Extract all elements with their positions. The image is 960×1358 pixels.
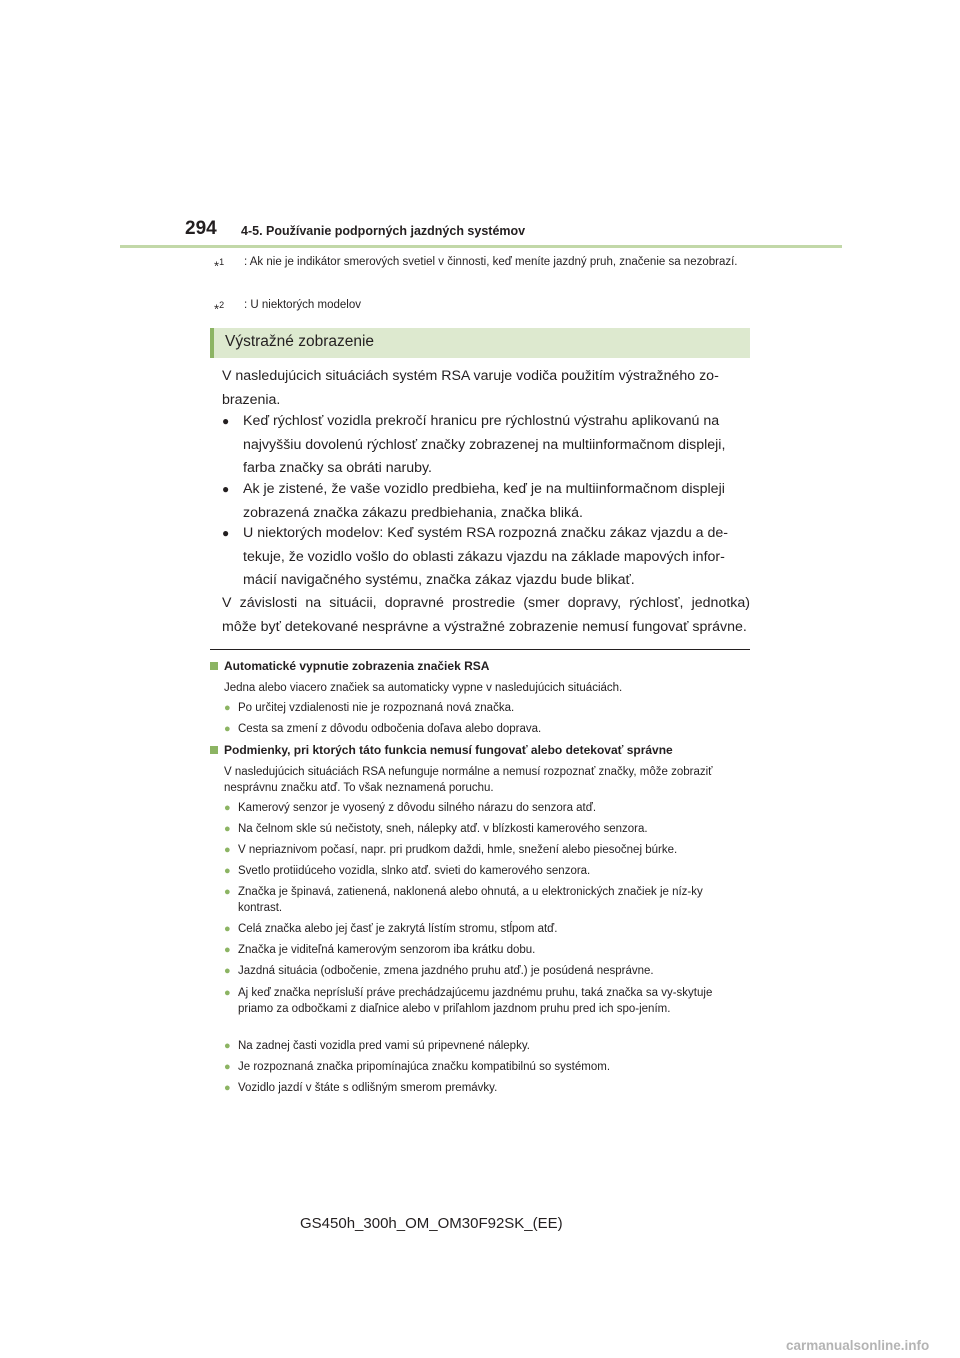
note-text: V nasledujúcich situáciách RSA nefunguje normálne a nemusí rozpoznať značky, môže zobraziť nesprávnu značku atď. To však neznamená poruchu.: [224, 766, 713, 794]
bullet-icon: ●: [224, 823, 231, 835]
bullet-text: Keď rýchlosť vozidla prekročí hranicu pre rýchlostnú výstrahu aplikovanú na najvyššiu dovolenú rýchlosť značky zobrazenej na multiinformačnom displeji, farba značky sa obráti naruby.: [243, 413, 726, 476]
document-code: GS450h_300h_OM_OM30F92SK_(EE): [300, 1215, 563, 1232]
note-text: Jedna alebo viacero značiek sa automaticky vypne v nasledujúcich situáciách.: [224, 682, 623, 694]
bullet-icon: ●: [224, 1061, 231, 1073]
bullet-icon: ●: [224, 723, 231, 735]
bullet-text: U niektorých modelov: Keď systém RSA rozpozná značku zákaz vjazdu a de-tekuje, že vozidlo vošlo do oblasti zákazu vjazdu na základe mapových infor-mácií navigačného systému, značka zákaz vjazdu bude blikať.: [243, 525, 729, 588]
note-item: ● Svetlo protiidúceho vozidla, slnko atď. svieti do kamerového senzora.: [224, 864, 750, 880]
bullet-icon: ●: [224, 987, 231, 999]
bullet-item: [222, 410, 752, 481]
note-item: ● Jazdná situácia (odbočenie, zmena jazdného pruhu atď.) je posúdená nesprávne.: [224, 964, 750, 980]
bullet-icon: ●: [224, 802, 231, 814]
bullet-icon: ●: [224, 965, 231, 977]
note-item: ● Cesta sa zmení z dôvodu odbočenia doľava alebo doprava.: [224, 722, 750, 738]
footnote-mark: *$^1$: [214, 257, 225, 274]
bullet-icon: ●: [224, 923, 231, 935]
note-item: ● Značka je špinavá, zatienená, naklonená alebo ohnutá, a u elektronických značiek je níz-ky kontrast.: [224, 886, 703, 914]
section-title: 4-5. Používanie podporných jazdných systémov: [241, 224, 526, 238]
bullet-icon: ●: [222, 526, 230, 540]
note-item: ● Kamerový senzor je vyosený z dôvodu silného nárazu do senzora atď.: [224, 801, 750, 817]
bullet-item: [222, 522, 752, 593]
bullet-icon: ●: [224, 702, 231, 714]
bullet-icon: ●: [224, 944, 231, 956]
closing-paragraph: V závislosti na situácii, dopravné prostredie (smer dopravy, rýchlosť, jednotka) môže byť detekované nesprávne a výstražné zobrazenie nemusí fungovať správne.: [222, 595, 750, 635]
note-heading: Automatické vypnutie zobrazenia značiek RSA: [210, 659, 489, 673]
header-rule: [120, 245, 842, 248]
bullet-item: [222, 478, 752, 525]
note-item: ● Značka je viditeľná kamerovým senzorom iba krátku dobu.: [224, 943, 750, 959]
bullet-icon: ●: [224, 844, 231, 856]
square-bullet-icon: [210, 746, 218, 754]
note-item: ● Celá značka alebo jej časť je zakrytá lístím stromu, stĺpom atď.: [224, 922, 750, 938]
bullet-icon: ●: [224, 886, 231, 898]
bullet-icon: ●: [222, 414, 230, 428]
banner-title: Výstražné zobrazenie: [225, 333, 375, 350]
footnote-mark: *$^2$: [214, 300, 225, 317]
note-heading: Podmienky, pri ktorých táto funkcia nemusí fungovať alebo detekovať správne: [210, 743, 673, 757]
note-item: ● Aj keď značka neprísluší práve prechádzajúcemu jazdnému pruhu, taká značka sa vy-skytuje priamo za odbočkami z diaľnice alebo v priľahlom jazdnom pruhu pred ich spo-jením.: [224, 987, 713, 1015]
note-item: ● Vozidlo jazdí v štáte s odlišným smerom premávky.: [224, 1081, 750, 1097]
footnote-2: [214, 296, 754, 317]
bullet-icon: ●: [224, 1082, 231, 1094]
intro-paragraph: V nasledujúcich situáciách systém RSA varuje vodiča použitím výstražného zo-brazenia.: [222, 368, 719, 408]
section-banner: [210, 328, 750, 358]
bullet-icon: ●: [222, 482, 230, 496]
square-bullet-icon: [210, 662, 218, 670]
bullet-icon: ●: [224, 1040, 231, 1052]
note-item: ● Po určitej vzdialenosti nie je rozpoznaná nová značka.: [224, 701, 750, 717]
note-item: ● V nepriaznivom počasí, napr. pri prudkom daždi, hmle, snežení alebo piesočnej búrke.: [224, 843, 750, 859]
banner-accent: [210, 328, 214, 358]
note-item: ● Na zadnej časti vozidla pred vami sú pripevnené nálepky.: [224, 1039, 750, 1055]
watermark: carmanualsonline.info: [786, 1338, 930, 1353]
note-item: ● Na čelnom skle sú nečistoty, sneh, nálepky atď. v blízkosti kamerového senzora.: [224, 822, 750, 838]
page-number: 294: [185, 218, 217, 239]
footnote-text: : U niektorých modelov: [244, 299, 361, 311]
bullet-icon: ●: [224, 865, 231, 877]
bullet-text: Ak je zistené, že vaše vozidlo predbieha, keď je na multiinformačnom displeji zobrazená značka zákazu predbiehania, značka bliká.: [243, 481, 725, 521]
divider: [210, 649, 750, 650]
note-item: ● Je rozpoznaná značka pripomínajúca značku kompatibilnú so systémom.: [224, 1060, 750, 1076]
footnote-text: : Ak nie je indikátor smerových svetiel v činnosti, keď meníte jazdný pruh, značenie sa nezobrazí.: [244, 256, 738, 268]
footnote-1: [214, 253, 754, 274]
